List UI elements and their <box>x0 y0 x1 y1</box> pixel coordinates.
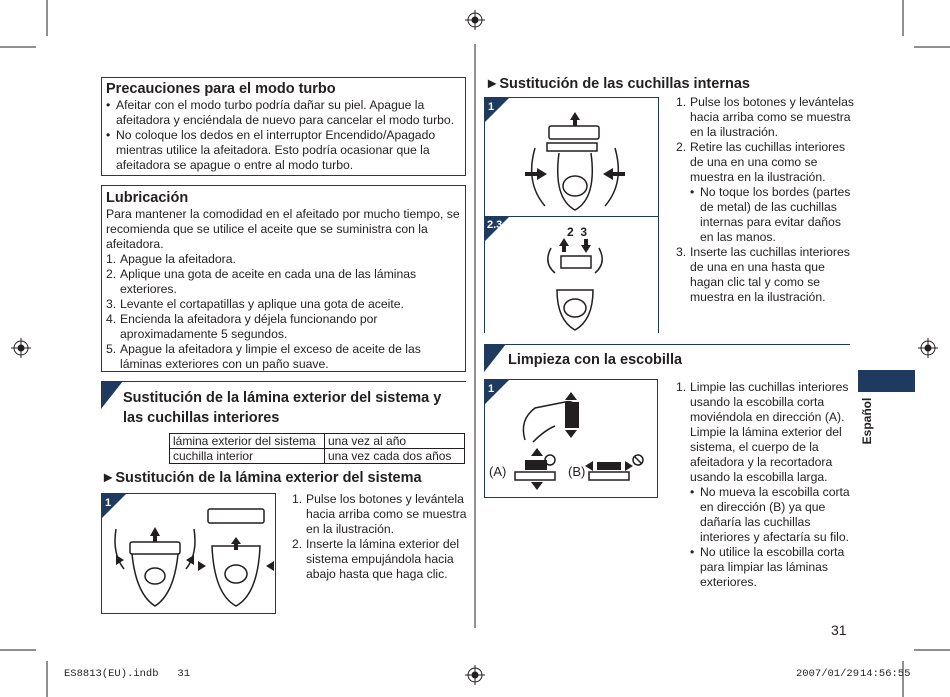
list-item: • No toque los bordes (partes de metal) de las cuchillas internas para evitar daños en las manos. <box>690 185 851 244</box>
page-number: 31 <box>831 622 847 638</box>
step-text: Encienda la afeitadora y déjela funcionando por aproximadamente 5 segundos. <box>120 312 378 341</box>
brush-cleaning-figure <box>484 379 658 498</box>
bullet-text: No utilice la escobilla corta para limpiar las láminas exteriores. <box>700 545 845 589</box>
direction-label-a: (A) <box>489 464 507 479</box>
outer-foil-title: ►Sustitución de la lámina exterior del sistema <box>101 470 422 486</box>
registration-mark-left <box>11 338 31 358</box>
inner-blades-illustration <box>485 98 660 334</box>
footer-time: 14:56:55 <box>860 668 911 680</box>
section-rule <box>484 344 850 345</box>
outer-foil-figure <box>101 493 276 614</box>
table-row <box>170 449 465 464</box>
table-row <box>170 434 465 449</box>
step-text: Limpie las cuchillas interiores usando la escobilla corta moviéndola en dirección (A). <box>690 380 849 424</box>
registration-mark-top <box>465 10 485 30</box>
figure-number: 1 <box>488 101 495 113</box>
list-item: • No coloque los dedos en el interruptor Encendido/Apagado mientras utilice la afeitadora. Esto podría ocasionar que la afeitadora se apague o entre al modo turbo. <box>106 128 436 172</box>
section-corner-triangle <box>484 344 506 372</box>
bullet-text: Afeitar con el modo turbo podría dañar su piel. Apague la afeitadora y enciéndala de nuevo para cancelar el modo turbo. <box>116 98 455 127</box>
bullet-text: No toque los bordes (partes de metal) de las cuchillas internas para evitar daños en las manos. <box>700 185 851 244</box>
turbo-precautions-box <box>101 77 466 176</box>
lubrication-intro: Para mantener la comodidad en el afeitado por mucho tiempo, se recomienda que se utilice el aceite que se suministra con la afeitadora. <box>106 207 460 251</box>
list-item: 1. Pulse los botones y levántelas hacia arriba como se muestra en la ilustración. <box>676 95 854 139</box>
step-text: Inserte las cuchillas interiores de una en una hasta que hagan clic tal y como se muestra en la ilustración. <box>690 245 850 304</box>
lubrication-title: Lubricación <box>106 190 189 206</box>
language-label: Español <box>860 397 874 445</box>
footer-date: 2007/01/29 <box>796 668 860 680</box>
list-item: 2. Retire las cuchillas interiores de una en una como se muestra en la ilustración. <box>676 140 846 184</box>
brush-illustration <box>485 380 659 499</box>
figure-number: 1 <box>488 383 495 395</box>
section-rule <box>101 381 466 382</box>
inner-blades-title: ►Sustitución de las cuchillas internas <box>485 76 750 92</box>
lubrication-box <box>101 185 466 372</box>
step-continuation: Limpie la lámina exterior del sistema, el cuerpo de la afeitadora y la recortadora usando la escobilla larga. <box>690 425 842 484</box>
registration-mark-right <box>918 338 938 358</box>
step-text: Apague la afeitadora. <box>120 252 236 266</box>
outer-foil-steps <box>292 492 470 582</box>
step-text: Pulse los botones y levántelas hacia arriba como se muestra en la ilustración. <box>690 95 854 139</box>
list-item: 1. Pulse los botones y levántela hacia arriba como se muestra en la ilustración. <box>292 492 467 536</box>
list-item: 3. Levante el cortapatillas y aplique una gota de aceite. <box>106 297 404 311</box>
list-item: 1. Limpie las cuchillas interiores usando la escobilla corta moviéndola en dirección (A). <box>676 380 849 424</box>
list-item: 2. Aplique una gota de aceite en cada una de las láminas exteriores. <box>106 267 417 296</box>
list-item: • No utilice la escobilla corta para limpiar las láminas exteriores. <box>690 545 845 589</box>
list-item: 4. Encienda la afeitadora y déjela funcionando por aproximadamente 5 segundos. <box>106 312 378 341</box>
section-corner-triangle <box>101 381 123 409</box>
replacement-title: Sustitución de la lámina exterior del sistema y las cuchillas interiores <box>123 390 442 426</box>
list-item: • Afeitar con el modo turbo podría dañar su piel. Apague la afeitadora y enciéndala de nuevo para cancelar el modo turbo. <box>106 98 455 127</box>
list-item: 5. Apague la afeitadora y limpie el exceso de aceite de las láminas exteriores con un paño suave. <box>106 342 421 371</box>
list-item: 2. Inserte la lámina exterior del sistema empujándola hacia abajo hasta que haga clic. <box>292 537 460 581</box>
step-text: Apague la afeitadora y limpie el exceso de aceite de las láminas exteriores con un paño suave. <box>120 342 421 371</box>
registration-mark-bottom <box>465 665 485 685</box>
figure-number: 1 <box>105 497 112 509</box>
step-text: Retire las cuchillas interiores de una en una como se muestra en la ilustración. <box>690 140 846 184</box>
table-cell: una vez al año <box>325 434 465 449</box>
list-item: 3. Inserte las cuchillas interiores de una en una hasta que hagan clic tal y como se muestra en la ilustración. <box>676 245 850 304</box>
brush-cleaning-title: Limpieza con la escobilla <box>508 352 683 368</box>
step-text: Pulse los botones y levántela hacia arriba como se muestra en la ilustración. <box>306 492 467 536</box>
list-item: • No mueva la escobilla corta en dirección (B) ya que dañaría las cuchillas interiores y afectaría su filo. <box>690 485 850 544</box>
list-item: 1. Apague la afeitadora. <box>106 252 236 266</box>
footer-file: ES8813(EU).indb 31 <box>64 668 191 680</box>
step-text: Inserte la lámina exterior del sistema empujándola hacia abajo hasta que haga clic. <box>306 537 460 581</box>
table-cell: una vez cada dos años <box>325 449 465 464</box>
turbo-title: Precauciones para el modo turbo <box>106 81 336 97</box>
step-text: Levante el cortapatillas y aplique una gota de aceite. <box>120 297 404 311</box>
replacement-table <box>169 433 465 464</box>
lubrication-text <box>106 207 462 372</box>
direction-label-b: (B) <box>568 464 586 479</box>
turbo-bullets <box>106 98 462 173</box>
bullet-text: No mueva la escobilla corta en dirección (B) ya que dañaría las cuchillas interiores y afectaría su filo. <box>700 485 850 544</box>
table-cell: cuchilla interior <box>170 449 325 464</box>
inner-blades-figure <box>484 97 659 333</box>
step-text: Aplique una gota de aceite en cada una de las láminas exteriores. <box>120 267 417 296</box>
shaver-illustration <box>102 494 277 615</box>
brush-cleaning-steps <box>676 380 854 590</box>
table-cell: lámina exterior del sistema <box>170 434 325 449</box>
inner-blades-steps <box>676 95 854 305</box>
figure-number: 2.3 <box>487 219 503 231</box>
bullet-text: No coloque los dedos en el interruptor Encendido/Apagado mientras utilice la afeitadora. Esto podría ocasionar que la afeitadora se apague o entre al modo turbo. <box>116 128 436 172</box>
blade-step-numbers: 2 3 <box>567 225 588 239</box>
